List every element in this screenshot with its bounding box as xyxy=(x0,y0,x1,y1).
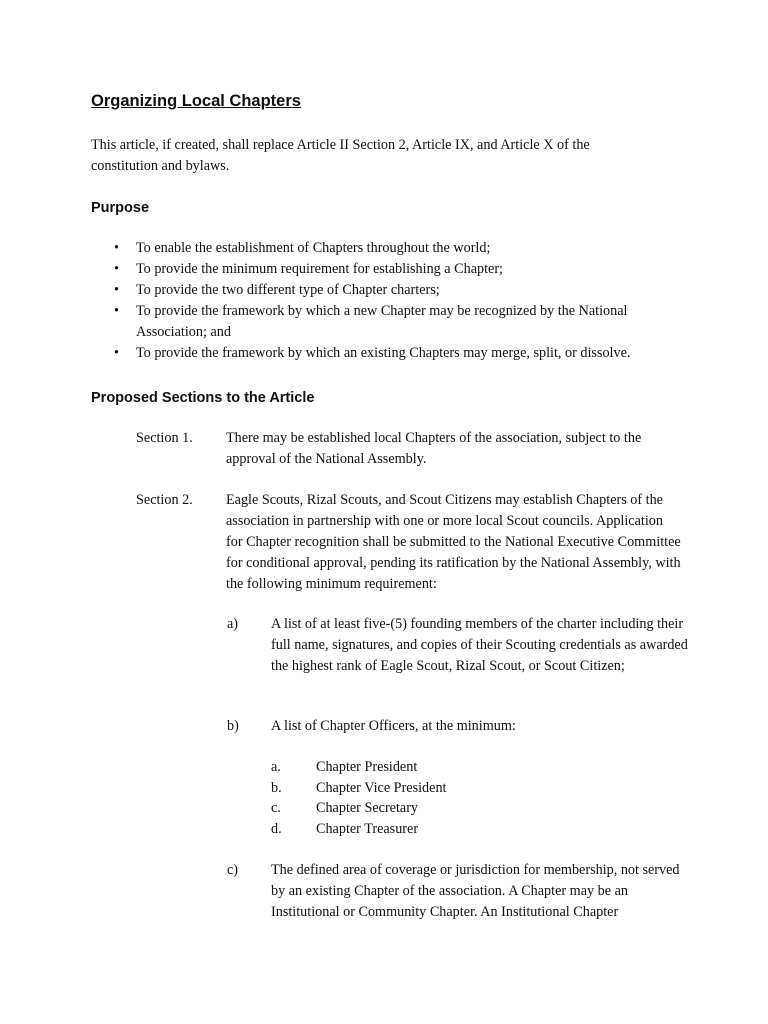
list-item xyxy=(91,798,591,819)
item-label: c) xyxy=(227,862,239,878)
requirement-b xyxy=(91,716,711,737)
list-item: • To enable the establishment of Chapters throughout the world; xyxy=(91,238,691,259)
list-item: • To provide the framework by which an existing Chapters may merge, split, or dissolve. xyxy=(91,343,691,364)
page-title: Organizing Local Chapters xyxy=(91,92,301,110)
officer-label: a. xyxy=(271,759,281,775)
intro-paragraph: This article, if created, shall replace Article II Section 2, Article IX, and Article X of the constitution and bylaws. xyxy=(91,137,590,174)
proposed-sections-heading: Proposed Sections to the Article xyxy=(91,390,315,406)
list-item: • To provide the minimum requirement for establishing a Chapter; xyxy=(91,259,691,280)
section-number: Section 2. xyxy=(136,492,193,508)
list-item xyxy=(91,757,591,778)
officer-label: d. xyxy=(271,820,282,837)
requirement-c xyxy=(91,860,711,923)
section-2 xyxy=(91,490,711,595)
item-label: b) xyxy=(227,718,239,734)
officer-title: Chapter Treasurer xyxy=(316,820,419,837)
officer-title: Chapter Vice President xyxy=(316,779,447,796)
item-label: a) xyxy=(227,616,239,632)
item-text: The defined area of coverage or jurisdiction for membership, not served by an existing Chapter of the association. A Chapter may be an Institutional or Community Chapter. An Institutional Chapter xyxy=(271,862,680,920)
officer-label: b. xyxy=(271,779,282,796)
list-item xyxy=(91,778,591,799)
officer-title: Chapter Secretary xyxy=(316,800,419,816)
officer-title: Chapter President xyxy=(316,759,418,775)
list-item xyxy=(91,819,591,840)
officer-label: c. xyxy=(271,800,281,816)
section-1 xyxy=(91,428,711,470)
item-text: A list of Chapter Officers, at the minimum: xyxy=(271,718,516,734)
bullet-icon: • xyxy=(114,240,119,256)
officer-list xyxy=(91,757,591,839)
bullet-icon: • xyxy=(114,303,119,319)
bullet-icon: • xyxy=(114,345,119,361)
bullet-icon: • xyxy=(114,282,119,298)
list-item: • To provide the two different type of Chapter charters; xyxy=(91,280,691,301)
purpose-list xyxy=(91,238,691,364)
list-item: • To provide the framework by which a new Chapter may be recognized by the National Association; and xyxy=(114,303,628,340)
section-text: Eagle Scouts, Rizal Scouts, and Scout Citizens may establish Chapters of the association in partnership with one or more local Scout councils. Application for Chapter recognition shall be submitted to the National Executive Committee for conditional approval, pending its ratification by the National Assembly, with the following minimum requirement: xyxy=(226,492,681,592)
section-number: Section 1. xyxy=(136,430,193,446)
bullet-icon: • xyxy=(114,261,119,277)
purpose-heading: Purpose xyxy=(91,200,150,216)
section-text: There may be established local Chapters of the association, subject to the approval of the National Assembly. xyxy=(226,430,642,467)
requirement-a xyxy=(91,614,711,677)
item-text: A list of at least five-(5) founding members of the charter including their full name, signatures, and copies of their Scouting credentials as awarded the highest rank of Eagle Scout, Rizal Scout, or Scout Citizen; xyxy=(271,616,688,674)
